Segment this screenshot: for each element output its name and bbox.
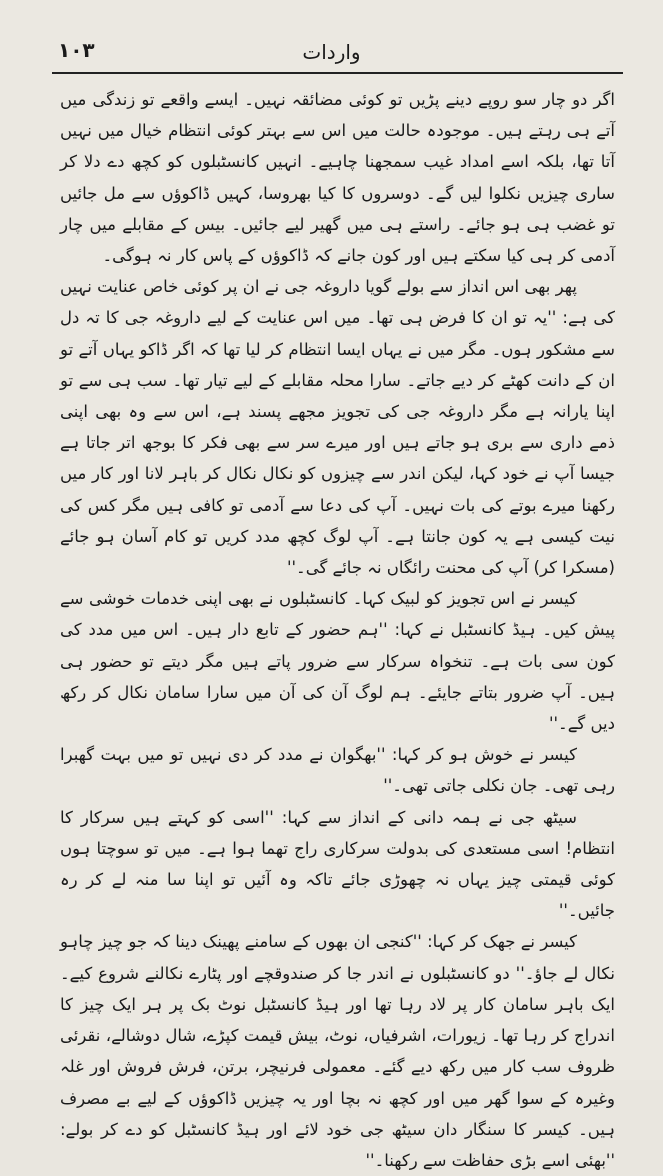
- paragraph: پھر بھی اس انداز سے بولے گویا داروغہ جی نے ان پر کوئی خاص عنایت نہیں کی ہے: ''یہ تو ان کا فرض ہی تھا۔ میں اس عنایت کے لیے داروغہ جی کا تہ دل سے مشکور ہوں۔ مگر میں نے یہاں ایسا انتظام کر لیا تھا کہ اگر ڈاکو یہاں آتے تو ان کے دانت کھٹے کر دیے جاتے۔ سارا محلہ مقابلے کے لیے تیار تھا۔ سب ہی سے تو اپنا یارانہ ہے مگر داروغہ جی کی تجویز مجھے پسند ہے، اس سے وہ بھی اپنی ذمے داری سے بری ہو جاتے ہیں اور میرے سر سے بھی فکر کا بوجھ اتر جاتا ہے جیسا آپ نے خود کہا، لیکن اندر سے چیزوں کو نکال نکال کر باہر لانا اور کار میں رکھنا میرے بوتے کی بات نہیں۔ آپ کی دعا سے آدمی تو کافی ہیں مگر کس کی نیت کیسی ہے یہ کون جانتا ہے۔ آپ لوگ کچھ مدد کریں تو کام آسان ہو جائے (مسکرا کر) آپ کی محنت رائگاں نہ جائے گی۔'': [60, 277, 615, 578]
- page-number: ۱۰۳: [58, 38, 95, 62]
- running-head: واردات: [302, 40, 361, 64]
- paragraph: سیٹھ جی نے ہمہ دانی کے انداز سے کہا: ''اسی کو کہتے ہیں سرکار کا انتظام! اسی مستعدی کی بدولت سرکاری راج تھما ہوا ہے۔ میں تو سوچتا ہوں کوئی قیمتی چیز یہاں نہ چھوڑی جائے تاکہ وہ آئیں تو اپنا سا منہ لے کر رہ جائیں۔'': [60, 807, 615, 921]
- paragraph: کیسر نے خوش ہو کر کہا: ''بھگوان نے مدد کر دی نہیں تو میں بہت گھبرا رہی تھی۔ جان نکلی جاتی تھی۔'': [60, 745, 615, 796]
- body-text: [60, 84, 615, 1176]
- paragraph: کیسر نے جھک کر کہا: ''کنجی ان بھوں کے سامنے پھینک دینا کہ جو چیز چاہو نکال لے جاؤ۔'' دو کانسٹبلوں نے اندر جا کر صندوقچے اور پٹارے نکالنے شروع کیے۔ ایک باہر سامان کار پر لاد رہا تھا اور ہیڈ کانسٹبل نوٹ بک پر ہر ایک چیز کا اندراج کر رہا تھا۔ زیورات، اشرفیاں، نوٹ، بیش قیمت کپڑے، شال دوشالے، نقرئی ظروف سب کار میں رکھ دیے گئے۔ معمولی فرنیچر، برتن، فرش فروش اور غلہ وغیرہ کے سوا گھر میں اور کچھ نہ بچا اور یہ چیزیں ڈاکوؤں کے لیے بے مصرف ہیں۔ کیسر کا سنگار دان سیٹھ جی خود لائے اور ہیڈ کانسٹبل کو دے کر بولے: ''بھئی اسے بڑی حفاظت سے رکھنا۔'': [60, 932, 615, 1170]
- header-rule: [52, 72, 623, 74]
- paragraph: اگر دو چار سو روپے دینے پڑیں تو کوئی مضائقہ نہیں۔ ایسے واقعے تو زندگی میں آتے ہی رہتے ہیں۔ موجودہ حالت میں اس سے بہتر کوئی انتظام خیال میں نہیں آتا تھا، بلکہ اسے امداد غیب سمجھنا چاہیے۔ انہیں کانسٹبلوں کو کچھ دے دلا کر ساری چیزیں نکلوا لیں گے۔ دوسروں کا کیا بھروسا، کہیں ڈاکوؤں سے مل جائیں تو غضب ہی ہو جائے۔ راستے ہی میں گھیر لیے جائیں۔ بیس کے مقابلے میں چار آدمی کر ہی کیا سکتے ہیں اور کون جانے کہ ڈاکوؤں کے پاس کار نہ ہوگی۔: [60, 90, 615, 266]
- paragraph: کیسر نے اس تجویز کو لبیک کہا۔ کانسٹبلوں نے بھی اپنی خدمات خوشی سے پیش کیں۔ ہیڈ کانسٹبل نے کہا: ''ہم حضور کے تابع دار ہیں۔ اس میں مدد کی کون سی بات ہے۔ تنخواہ سرکار سے ضرور پاتے ہیں مگر دیتے تو حضور ہی ہیں۔ آپ ضرور بتاتے جایئے۔ ہم لوگ آن کی آن میں سارا سامان نکال کر رکھ دیں گے۔'': [60, 589, 615, 734]
